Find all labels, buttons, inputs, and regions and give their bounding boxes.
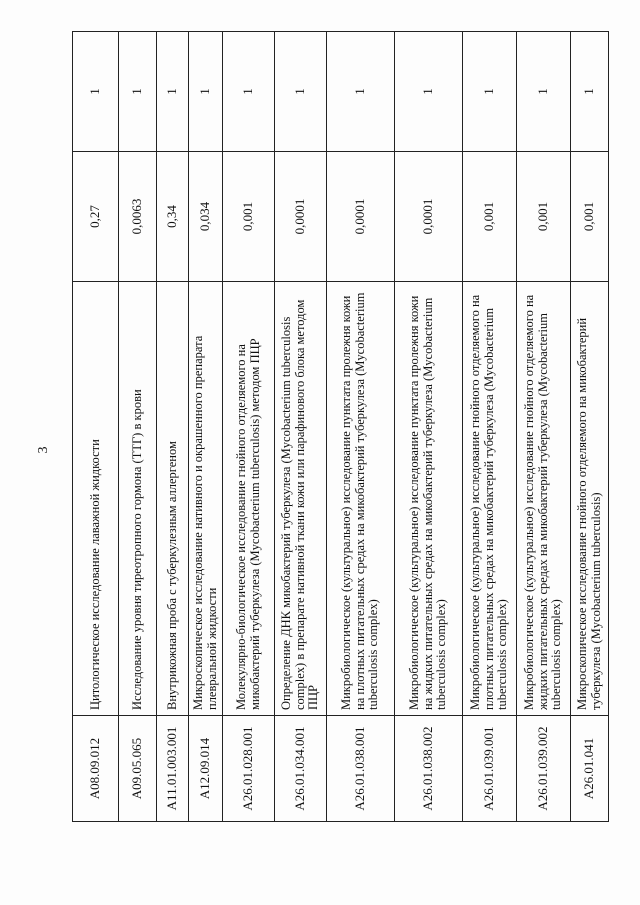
service-code: A26.01.039.002 xyxy=(517,716,571,822)
frequency-value: 0,001 xyxy=(571,152,609,282)
table-row xyxy=(463,32,517,822)
table-row xyxy=(517,32,571,822)
frequency-value: 0,0001 xyxy=(275,152,327,282)
service-name: Микробиологическое (культуральное) исследование пунктата пролежня кожи на жидких питательных средах на микобактерий туберкулеза (Mycobacterium tuberculosis complex) xyxy=(395,282,463,716)
frequency-value: 0,001 xyxy=(517,152,571,282)
service-code: A12.09.014 xyxy=(189,716,223,822)
service-name: Внутрикожная проба с туберкулезным аллергеном xyxy=(157,282,189,716)
multiplicity-value: 1 xyxy=(189,32,223,152)
service-code: A26.01.038.002 xyxy=(395,716,463,822)
procedures-table xyxy=(72,31,609,822)
frequency-value: 0,034 xyxy=(189,152,223,282)
frequency-value: 0,34 xyxy=(157,152,189,282)
service-name: Определение ДНК микобактерий туберкулеза (Mycobacterium tuberculosis complex) в препарате нативной ткани кожи или парафинового блока методом ПЦР xyxy=(275,282,327,716)
service-code: A26.01.034.001 xyxy=(275,716,327,822)
table-row xyxy=(327,32,395,822)
service-name: Молекулярно-биологическое исследование гнойного отделяемого на микобактерий туберкулеза (Mycobacterium tuberculosis) методом ПЦР xyxy=(223,282,275,716)
table-row xyxy=(189,32,223,822)
service-code: A26.01.028.001 xyxy=(223,716,275,822)
multiplicity-value: 1 xyxy=(327,32,395,152)
frequency-value: 0,001 xyxy=(223,152,275,282)
frequency-value: 0,001 xyxy=(463,152,517,282)
table-row xyxy=(275,32,327,822)
table-row xyxy=(395,32,463,822)
multiplicity-value: 1 xyxy=(395,32,463,152)
table-row xyxy=(157,32,189,822)
service-code: A08.09.012 xyxy=(73,716,119,822)
frequency-value: 0,0001 xyxy=(395,152,463,282)
table-row xyxy=(73,32,119,822)
service-code: A26.01.039.001 xyxy=(463,716,517,822)
table-row xyxy=(223,32,275,822)
frequency-value: 0,27 xyxy=(73,152,119,282)
rotated-table-wrapper xyxy=(72,32,608,822)
multiplicity-value: 1 xyxy=(223,32,275,152)
service-code: A26.01.041 xyxy=(571,716,609,822)
service-code: A11.01.003.001 xyxy=(157,716,189,822)
service-name: Микробиологическое (культуральное) исследование гнойного отделяемого на плотных питательных средах на микобактерий туберкулеза (Mycobacterium tuberculosis complex) xyxy=(463,282,517,716)
service-code: A26.01.038.001 xyxy=(327,716,395,822)
service-name: Микроскопическое исследование нативного и окрашенного препарата плевральной жидкости xyxy=(189,282,223,716)
service-name: Исследование уровня тиреотропного гормона (ТТГ) в крови xyxy=(119,282,157,716)
table-row xyxy=(571,32,609,822)
service-name: Микроскопическое исследование гнойного отделяемого на микобактерий туберкулеза (Mycobacterium tuberculosis) xyxy=(571,282,609,716)
multiplicity-value: 1 xyxy=(157,32,189,152)
multiplicity-value: 1 xyxy=(73,32,119,152)
multiplicity-value: 1 xyxy=(463,32,517,152)
multiplicity-value: 1 xyxy=(119,32,157,152)
frequency-value: 0,0063 xyxy=(119,152,157,282)
service-name: Цитологическое исследование лаважной жидкости xyxy=(73,282,119,716)
frequency-value: 0,0001 xyxy=(327,152,395,282)
service-code: A09.05.065 xyxy=(119,716,157,822)
page-number: 3 xyxy=(36,446,51,454)
service-name: Микробиологическое (культуральное) исследование пунктата пролежня кожи на плотных питательных средах на микобактерий туберкулеза (Mycobacterium tuberculosis complex) xyxy=(327,282,395,716)
service-name: Микробиологическое (культуральное) исследование гнойного отделяемого на жидких питательных средах на микобактерий туберкулеза (Mycobacterium tuberculosis complex) xyxy=(517,282,571,716)
multiplicity-value: 1 xyxy=(275,32,327,152)
table-row xyxy=(119,32,157,822)
multiplicity-value: 1 xyxy=(517,32,571,152)
multiplicity-value: 1 xyxy=(571,32,609,152)
